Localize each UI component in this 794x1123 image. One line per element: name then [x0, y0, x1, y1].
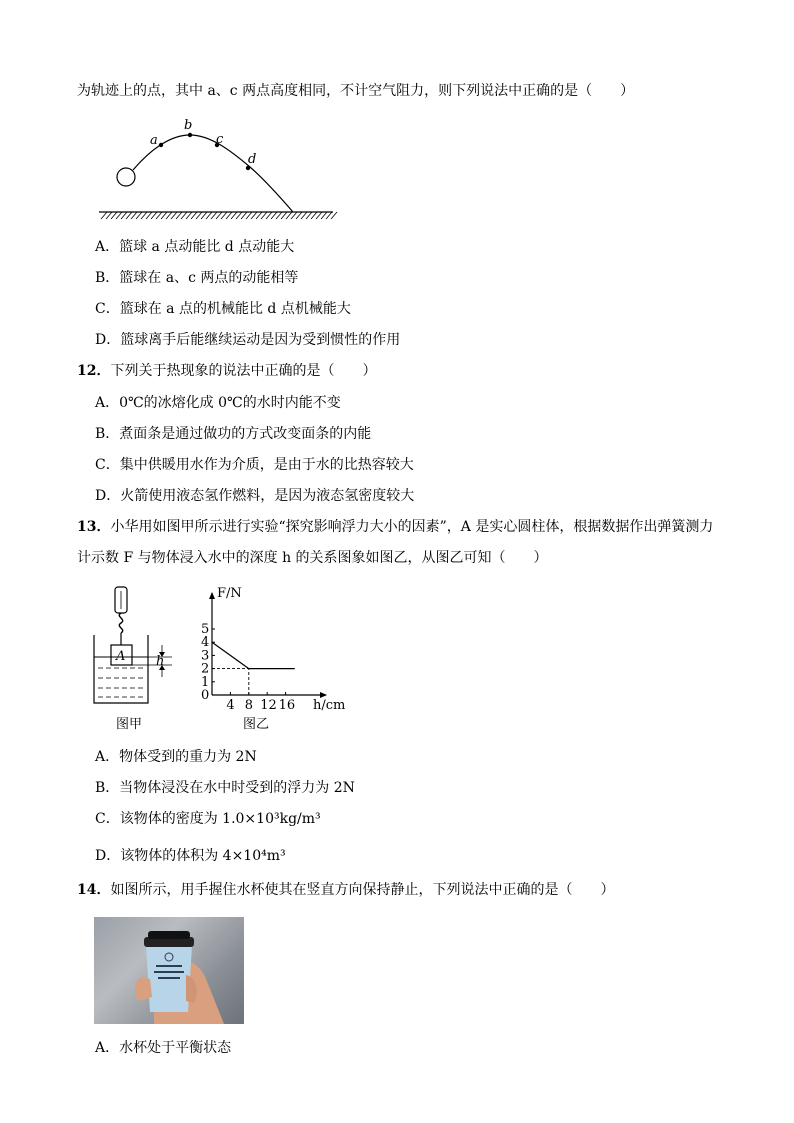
q13-stem-line2: 计示数 F 与物体浸入水中的深度 h 的关系图象如图乙，从图乙可知（ ） [77, 550, 548, 566]
q11-stem: 为轨迹上的点，其中 a、c 两点高度相同，不计空气阻力，则下列说法中正确的是（ ） [77, 83, 635, 99]
q13-option-c: C．该物体的密度为 1.0×10³kg/m³ [95, 811, 321, 827]
q14-stem-line [77, 881, 614, 899]
chart-y-tick-label: 5 [201, 622, 210, 637]
hand-holding-cup-photo [94, 917, 244, 1024]
point-b-label: b [184, 118, 193, 133]
chart-series-line [212, 642, 295, 668]
q14-stem: 如图所示，用手握住水杯使其在竖直方向保持静止，下列说法中正确的是（ ） [110, 882, 615, 898]
q12-stem: 下列关于热现象的说法中正确的是（ ） [110, 363, 377, 379]
q12-option-a: A．0℃的冰熔化成 0℃的水时内能不变 [95, 395, 341, 411]
chart-y-tick-label: 2 [201, 661, 210, 677]
q12-option-d: D．火箭使用液态氢作燃料，是因为液态氢密度较大 [95, 488, 415, 504]
q11-trajectory-figure [95, 115, 340, 220]
q11-option-b: B．篮球在 a、c 两点的动能相等 [95, 270, 299, 286]
chart-x-tick-label: 4 [226, 698, 235, 713]
q13-option-a: A．物体受到的重力为 2N [95, 749, 257, 765]
point-c-label: c [216, 132, 224, 147]
chart-y-axis-arrow [209, 592, 215, 599]
chart-x-tick-label: 12 [260, 698, 277, 713]
q14-number: 14． [77, 882, 111, 898]
q11-option-c: C．篮球在 a 点的机械能比 d 点机械能大 [95, 301, 351, 317]
q12-option-b: B．煮面条是通过做功的方式改变面条的内能 [95, 426, 372, 442]
point-d-label: d [248, 152, 257, 167]
chart-x-tick-label: 16 [278, 698, 296, 713]
block-a-label: A [116, 649, 126, 664]
depth-h-label: h [156, 654, 165, 669]
point-a-label: a [150, 133, 158, 148]
q12-option-c: C．集中供暖用水作为介质，是由于水的比热容较大 [95, 457, 414, 473]
chart-y-tick-label: 0 [201, 688, 210, 703]
fig-yi-caption: 图乙 [243, 717, 270, 732]
fig-jia-caption: 图甲 [116, 717, 143, 732]
chart-y-axis-label: F/N [217, 586, 242, 601]
chart-x-axis-label: h/cm [313, 698, 346, 713]
q11-option-d: D．篮球离手后能继续运动是因为受到惯性的作用 [95, 332, 401, 348]
chart-y-tick-label: 1 [201, 674, 210, 690]
q13-figure-yi-chart [195, 585, 355, 735]
chart-x-tick-label: 8 [244, 698, 254, 713]
q12-stem-line [77, 362, 376, 380]
q13-number: 13． [77, 519, 111, 535]
q14-option-a: A．水杯处于平衡状态 [95, 1040, 232, 1056]
q11-option-a: A．篮球 a 点动能比 d 点动能大 [95, 239, 295, 255]
q13-figure-jia [90, 585, 190, 735]
q12-number: 12． [77, 363, 111, 379]
q13-option-d: D．该物体的体积为 4×10⁴m³ [95, 848, 286, 864]
q13-stem-1: 小华用如图甲所示进行实验“探究影响浮力大小的因素”，A 是实心圆柱体，根据数据作出弹簧测力 [110, 519, 714, 535]
chart-y-tick-label: 3 [201, 648, 210, 664]
q13-option-b: B．当物体浸没在水中时受到的浮力为 2N [95, 780, 355, 796]
q13-stem-line1 [77, 518, 713, 536]
chart-y-tick-label: 4 [201, 635, 210, 651]
